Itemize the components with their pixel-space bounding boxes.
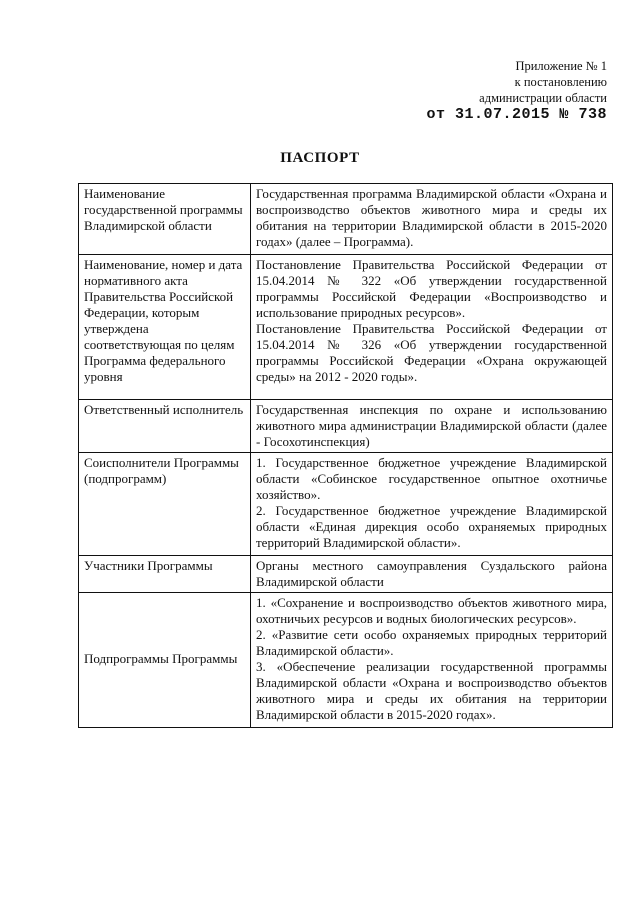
passport-row [79,593,613,728]
row-label: Соисполнители Программы (подпрограмм) [79,453,251,556]
row-value-paragraph: Государственная программа Владимирской области «Охрана и воспроизводство объектов животного мира и среды их обитания на территории Владимирской области в 2015-2020 годах» (далее – Программа). [256,186,607,249]
row-value-paragraph: 3. «Обеспечение реализации государственной программы Владимирской области «Охрана и воспроизводство объектов животного мира и среды их обитания на территории Владимирской области в 2015-2020 годах». [256,659,607,722]
row-value-paragraph: Постановление Правительства Российской Федерации от 15.04.2014 № 326 «Об утверждении государственной программы Российской Федерации «Охрана окружающей среды» на 2012 - 2020 годы». [256,321,607,384]
row-value [251,556,613,593]
row-value-paragraph: 2. Государственное бюджетное учреждение Владимирской области «Единая дирекция особо охраняемых природных территорий Владимирской области». [256,503,607,550]
appendix-block [426,58,607,124]
row-label: Наименование государственной программы Владимирской области [79,184,251,255]
row-value-paragraph: Государственная инспекция по охране и использованию животного мира администрации Владимирской области (далее - Госохотинспекция) [256,402,607,449]
row-value [251,184,613,255]
row-value-paragraph: 2. «Развитие сети особо охраняемых природных территорий Владимирской области». [256,627,607,658]
passport-row [79,255,613,400]
passport-row [79,184,613,255]
appendix-line-2: к постановлению [514,75,607,89]
decree-reference: от 31.07.2015 № 738 [426,106,607,123]
row-value-paragraph: Органы местного самоуправления Суздальского района Владимирской области [256,558,607,589]
passport-row [79,556,613,593]
row-value-paragraph: Постановление Правительства Российской Федерации от 15.04.2014 № 322 «Об утверждении государственной программы Российской Федерации «Воспроизводство и использование природных ресурсов». [256,257,607,320]
row-value [251,255,613,400]
row-label: Наименование, номер и дата нормативного акта Правительства Российской Федерации, которым утверждена соответствующая по целям Программа федерального уровня [79,255,251,400]
row-value [251,593,613,728]
row-value-paragraph: 1. Государственное бюджетное учреждение Владимирской области «Собинское государственное опытное охотничье хозяйство». [256,455,607,502]
row-value [251,400,613,453]
row-value-paragraph: 1. «Сохранение и воспроизводство объектов животного мира, охотничьих ресурсов и водных биологических ресурсов». [256,595,607,626]
passport-row [79,400,613,453]
appendix-line-1: Приложение № 1 [515,59,607,73]
row-label: Подпрограммы Программы [79,593,251,728]
document-title: ПАСПОРТ [280,150,360,166]
row-label: Участники Программы [79,556,251,593]
passport-row [79,453,613,556]
passport-table-body [79,184,613,728]
row-value [251,453,613,556]
passport-table [78,183,613,728]
appendix-line-3: администрации области [479,91,607,105]
row-label: Ответственный исполнитель [79,400,251,453]
